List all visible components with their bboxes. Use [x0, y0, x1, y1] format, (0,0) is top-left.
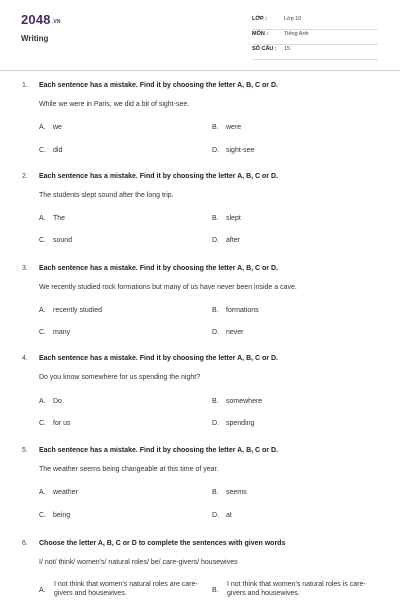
option-letter: A. — [39, 215, 46, 222]
option-text: recently studied — [53, 307, 103, 314]
option-text: I not think that women's natural roles is care-givers and housewives. — [227, 581, 366, 597]
meta-row-class — [252, 14, 378, 30]
option-letter: C. — [39, 512, 46, 519]
option-c[interactable] — [39, 329, 70, 336]
option-text: sound — [53, 237, 73, 244]
worksheet-header — [0, 0, 400, 70]
option-letter: D. — [212, 237, 219, 244]
option-text: many — [53, 329, 71, 336]
question-prompt: Each sentence has a mistake. Find it by choosing the letter A, B, C or D. — [39, 173, 278, 180]
meta-row-question-count — [252, 44, 378, 60]
option-text: at — [226, 512, 232, 519]
option-letter: C. — [39, 147, 46, 154]
option-text: I not think that women's natural roles are care-givers and housewives. — [54, 581, 198, 597]
option-text: being — [53, 512, 71, 519]
question-number: 1. — [22, 82, 28, 89]
option-letter: D. — [212, 512, 219, 519]
option-text: weather — [53, 489, 78, 496]
option-d[interactable] — [212, 420, 254, 427]
question-prompt: Each sentence has a mistake. Find it by choosing the letter A, B, C or D. — [39, 447, 278, 454]
option-text: after — [226, 237, 241, 244]
option-letter: D. — [212, 420, 219, 427]
option-c[interactable] — [39, 512, 70, 519]
option-text: slept — [226, 215, 241, 222]
option-letter: A. — [39, 489, 46, 496]
option-letter: D. — [212, 329, 219, 336]
option-letter: B. — [212, 489, 219, 496]
question-prompt: Each sentence has a mistake. Find it by choosing the letter A, B, C or D. — [39, 82, 278, 89]
option-b[interactable] — [212, 398, 262, 405]
option-c[interactable] — [39, 147, 62, 154]
option-letter: A. — [39, 398, 46, 405]
logo-text: 2048 — [21, 12, 51, 27]
option-text: spending — [226, 420, 255, 427]
option-d[interactable] — [212, 329, 244, 336]
option-c[interactable] — [39, 237, 72, 244]
option-letter: C. — [39, 237, 46, 244]
question-number: 4. — [22, 355, 28, 362]
option-text: Do — [53, 398, 62, 405]
option-letter: B. — [212, 398, 219, 405]
option-d[interactable] — [212, 147, 254, 154]
question-text: I/ not/ think/ women's/ natural roles/ be/ care-givers/ housewives — [39, 559, 238, 566]
meta-label: SỐ CÂU : — [252, 46, 277, 52]
option-d[interactable] — [212, 512, 232, 519]
option-text: for us — [53, 420, 71, 427]
question-number: 3. — [22, 265, 28, 272]
question-text: Do you know somewhere for us spending the night? — [39, 374, 201, 381]
question-prompt: Each sentence has a mistake. Find it by choosing the letter A, B, C or D. — [39, 355, 278, 362]
option-text: seems — [226, 489, 247, 496]
meta-value: 15 — [284, 46, 291, 52]
option-letter: C. — [39, 420, 46, 427]
option-c[interactable] — [39, 420, 71, 427]
question-text: The weather seems being changeable at this time of year. — [39, 466, 219, 473]
option-a[interactable] — [39, 124, 62, 131]
option-a[interactable] — [39, 215, 65, 222]
option-d[interactable] — [212, 237, 240, 244]
question-prompt: Each sentence has a mistake. Find it by choosing the letter A, B, C or D. — [39, 265, 278, 272]
option-letter: D. — [212, 147, 219, 154]
question-text: We recently studied rock formations but many of us have never been inside a cave. — [39, 284, 297, 291]
option-text: we — [53, 124, 62, 131]
option-letter: A. — [39, 587, 46, 594]
option-letter: C. — [39, 329, 46, 336]
logo-suffix: .VN — [51, 19, 61, 25]
option-letter: A. — [39, 307, 46, 314]
option-b[interactable] — [212, 215, 241, 222]
header-divider — [0, 70, 400, 71]
option-text: were — [226, 124, 242, 131]
question-text: The students slept sound after the long trip. — [39, 192, 174, 199]
meta-label: MÔN : — [252, 31, 269, 37]
question-prompt: Choose the letter A, B, C or D to complete the sentences with given words — [39, 540, 286, 547]
page-title: Writing — [21, 34, 49, 43]
option-letter: B. — [212, 215, 219, 222]
option-text: formations — [226, 307, 259, 314]
option-text: The — [53, 215, 66, 222]
option-text: somewhere — [226, 398, 263, 405]
option-a[interactable] — [39, 307, 102, 314]
option-text: did — [53, 147, 63, 154]
option-letter: A. — [39, 124, 46, 131]
option-letter: B. — [212, 307, 219, 314]
option-letter: B. — [212, 587, 219, 594]
option-b[interactable] — [212, 307, 259, 314]
meta-row-subject — [252, 29, 378, 45]
question-text: While we were in Paris, we did a bit of sight-see. — [39, 101, 190, 108]
meta-value: Tiếng Anh — [284, 31, 309, 37]
option-a[interactable] — [39, 489, 78, 496]
option-text: sight-see — [226, 147, 255, 154]
meta-label: LỚP : — [252, 16, 267, 22]
option-text: never — [226, 329, 244, 336]
question-number: 2. — [22, 173, 28, 180]
meta-value: Lớp 10 — [284, 16, 302, 22]
option-b[interactable] — [212, 124, 241, 131]
question-number: 5. — [22, 447, 28, 454]
question-number: 6. — [22, 540, 28, 547]
site-logo[interactable] — [21, 12, 61, 27]
option-a[interactable] — [39, 398, 62, 405]
option-b[interactable] — [212, 489, 247, 496]
option-letter: B. — [212, 124, 219, 131]
